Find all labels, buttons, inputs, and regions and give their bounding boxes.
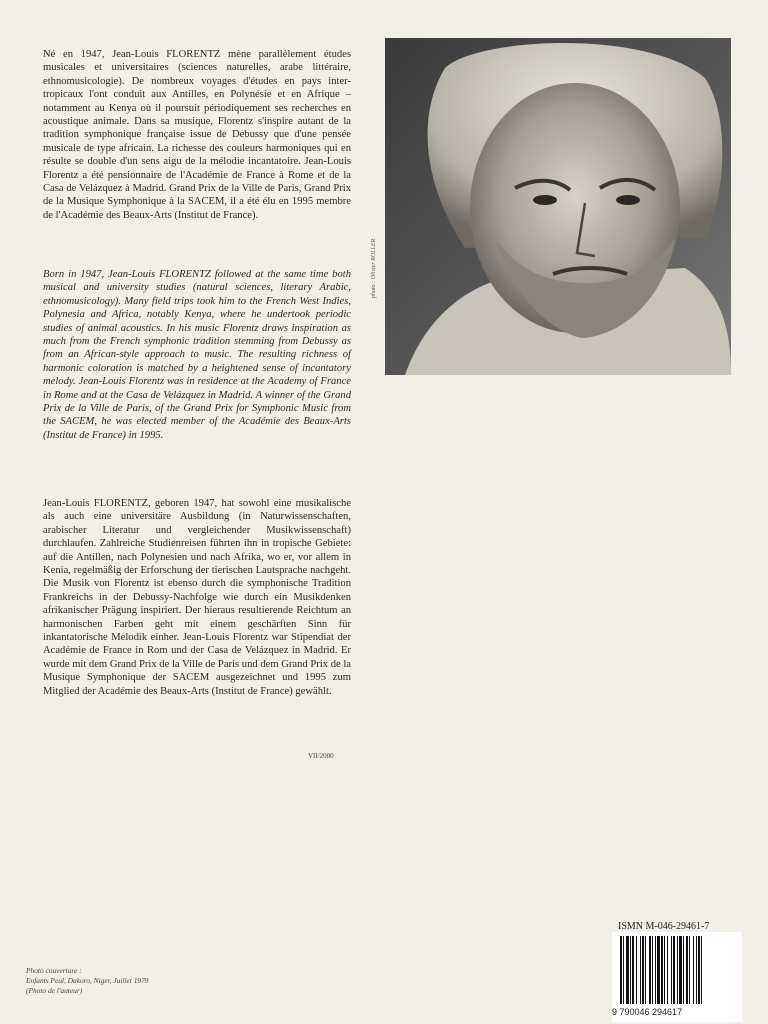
cover-caption-title: Photo couverture : bbox=[26, 966, 82, 975]
barcode-bar bbox=[623, 936, 624, 1004]
composer-portrait bbox=[385, 38, 731, 375]
bio-french-text: Né en 1947, Jean-Louis FLORENTZ mène parallèlement études musicales et universitaires (sciences naturelles, arabe littéraire, ethnomusicologie). De nombreux voyages d'études en pays inter-tropicaux l'ont conduit aux Antilles, en Polynésie et en Afrique – notamment au Kenya où il poursuit périodiquement ses recherches en acoustique animale. Dans sa musique, Florentz s'inspire autant de la tradition symphonique française issue de Debussy que d'une pensée musicale de type africain. La richesse des couleurs harmoniques qui en résulte se double d'un sens aigu de la mélodie incantatoire. Jean-Louis Florentz a été pensionnaire de l'Académie de France à Rome et de la Casa de Velázquez à Madrid. Grand Prix de la Ville de Paris, Grand Prix de la Musique Symphonique à la SACEM, il a été élu en 1995 membre de l'Académie des Beaux-Arts (Institut de France). bbox=[43, 49, 351, 221]
barcode-bar bbox=[693, 936, 694, 1004]
barcode-bar bbox=[698, 936, 700, 1004]
bio-english-text: Born in 1947, Jean-Louis FLORENTZ followed at the same time both musical and university studies (natural sciences, literary Arabic, ethnomusicology). Many field trips took him to the French West Indies, Polynesia and Africa, notably Kenya, where he undertook periodic studies of animal acoustics. In his music Florentz draws inspiration as much from the French symphonic tradition stemming from Debussy as from an African-style approach to music. The resulting richness of harmonic coloration is matched by a heightened sense of incantatory melody. Jean-Louis Florentz was in residence at the Academy of France in Rome and at the Casa de Velázquez in Madrid. A winner of the Grand Prix de la Ville de Paris, of the Grand Prix for Symphonic Music from the SACEM, he was elected member of the Académie des Beaux-Arts (Institut de France) in 1995. bbox=[43, 269, 351, 441]
barcode-bar bbox=[640, 936, 641, 1004]
bio-german-text: Jean-Louis FLORENTZ, geboren 1947, hat sowohl eine musikalische als auch eine universitäre Ausbildung (in Naturwissenschaften, arabischer Literatur und vergleichender Musikwissenschaft) durchlaufen. Zahlreiche Studienreisen führten ihn in tropische Gebiete: auf die Antillen, nach Polynesien und nach Afrika, wo er, vor allem in Kenia, regelmäßig der Erforschung der tierischen Lautsprache nachgeht. Die Musik von Florentz ist ebenso durch die symphonische Tradition Frankreichs in der Debussy-Nachfolge wie durch ein Musikdenken afrikanischer Prägung inspiriert. Der hieraus resultierende Reichtum an harmonischen Farben geht mit einem geschärften Sinn für inkantatorische Melodik einher. Jean-Louis Florentz war Stipendiat der Académie de France in Rom und der Casa de Velázquez in Madrid. Er wurde mit dem Grand Prix de la Ville de Paris und dem Grand Prix de la Musique Symphonique der SACEM ausgezeichnet und 1995 zum Mitglied der Académie des Beaux-Arts (Institut de France) gewählt. bbox=[43, 498, 351, 697]
barcode-bar bbox=[679, 936, 682, 1004]
bio-english bbox=[43, 268, 351, 442]
barcode-bar bbox=[657, 936, 660, 1004]
barcode-bar bbox=[671, 936, 672, 1004]
barcode-number: 9 790046 294617 bbox=[612, 1007, 683, 1017]
barcode-bar bbox=[652, 936, 653, 1004]
edition-date: VII/2000 bbox=[308, 752, 334, 760]
barcode-bar bbox=[686, 936, 688, 1004]
cover-caption-credit: (Photo de l'auteur) bbox=[26, 986, 83, 995]
barcode-bar bbox=[667, 936, 668, 1004]
barcode-bar bbox=[696, 936, 697, 1004]
cover-caption-description: Enfants Peul, Dakoro, Niger, Juillet 1979 bbox=[26, 976, 149, 985]
barcode-bars bbox=[612, 932, 742, 1008]
barcode-bar bbox=[642, 936, 644, 1004]
barcode-bar bbox=[664, 936, 665, 1004]
bio-german bbox=[43, 497, 351, 698]
barcode-bar bbox=[701, 936, 702, 1004]
bio-french bbox=[43, 48, 351, 222]
cover-photo-caption bbox=[26, 966, 148, 996]
barcode-bar bbox=[661, 936, 663, 1004]
ismn-label: ISMN M-046-29461-7 bbox=[618, 921, 710, 932]
barcode-bar bbox=[689, 936, 690, 1004]
barcode-bar bbox=[630, 936, 631, 1004]
barcode-bar bbox=[636, 936, 637, 1004]
barcode-bar bbox=[632, 936, 634, 1004]
barcode-bar bbox=[673, 936, 675, 1004]
barcode-bar bbox=[645, 936, 646, 1004]
barcode-bar bbox=[620, 936, 622, 1004]
barcode-bar bbox=[655, 936, 656, 1004]
barcode-bar bbox=[649, 936, 651, 1004]
barcode-bar bbox=[683, 936, 684, 1004]
barcode-bar bbox=[677, 936, 678, 1004]
barcode-bar bbox=[626, 936, 629, 1004]
photo-credit: photo : Olivier ROLLER bbox=[371, 238, 377, 298]
